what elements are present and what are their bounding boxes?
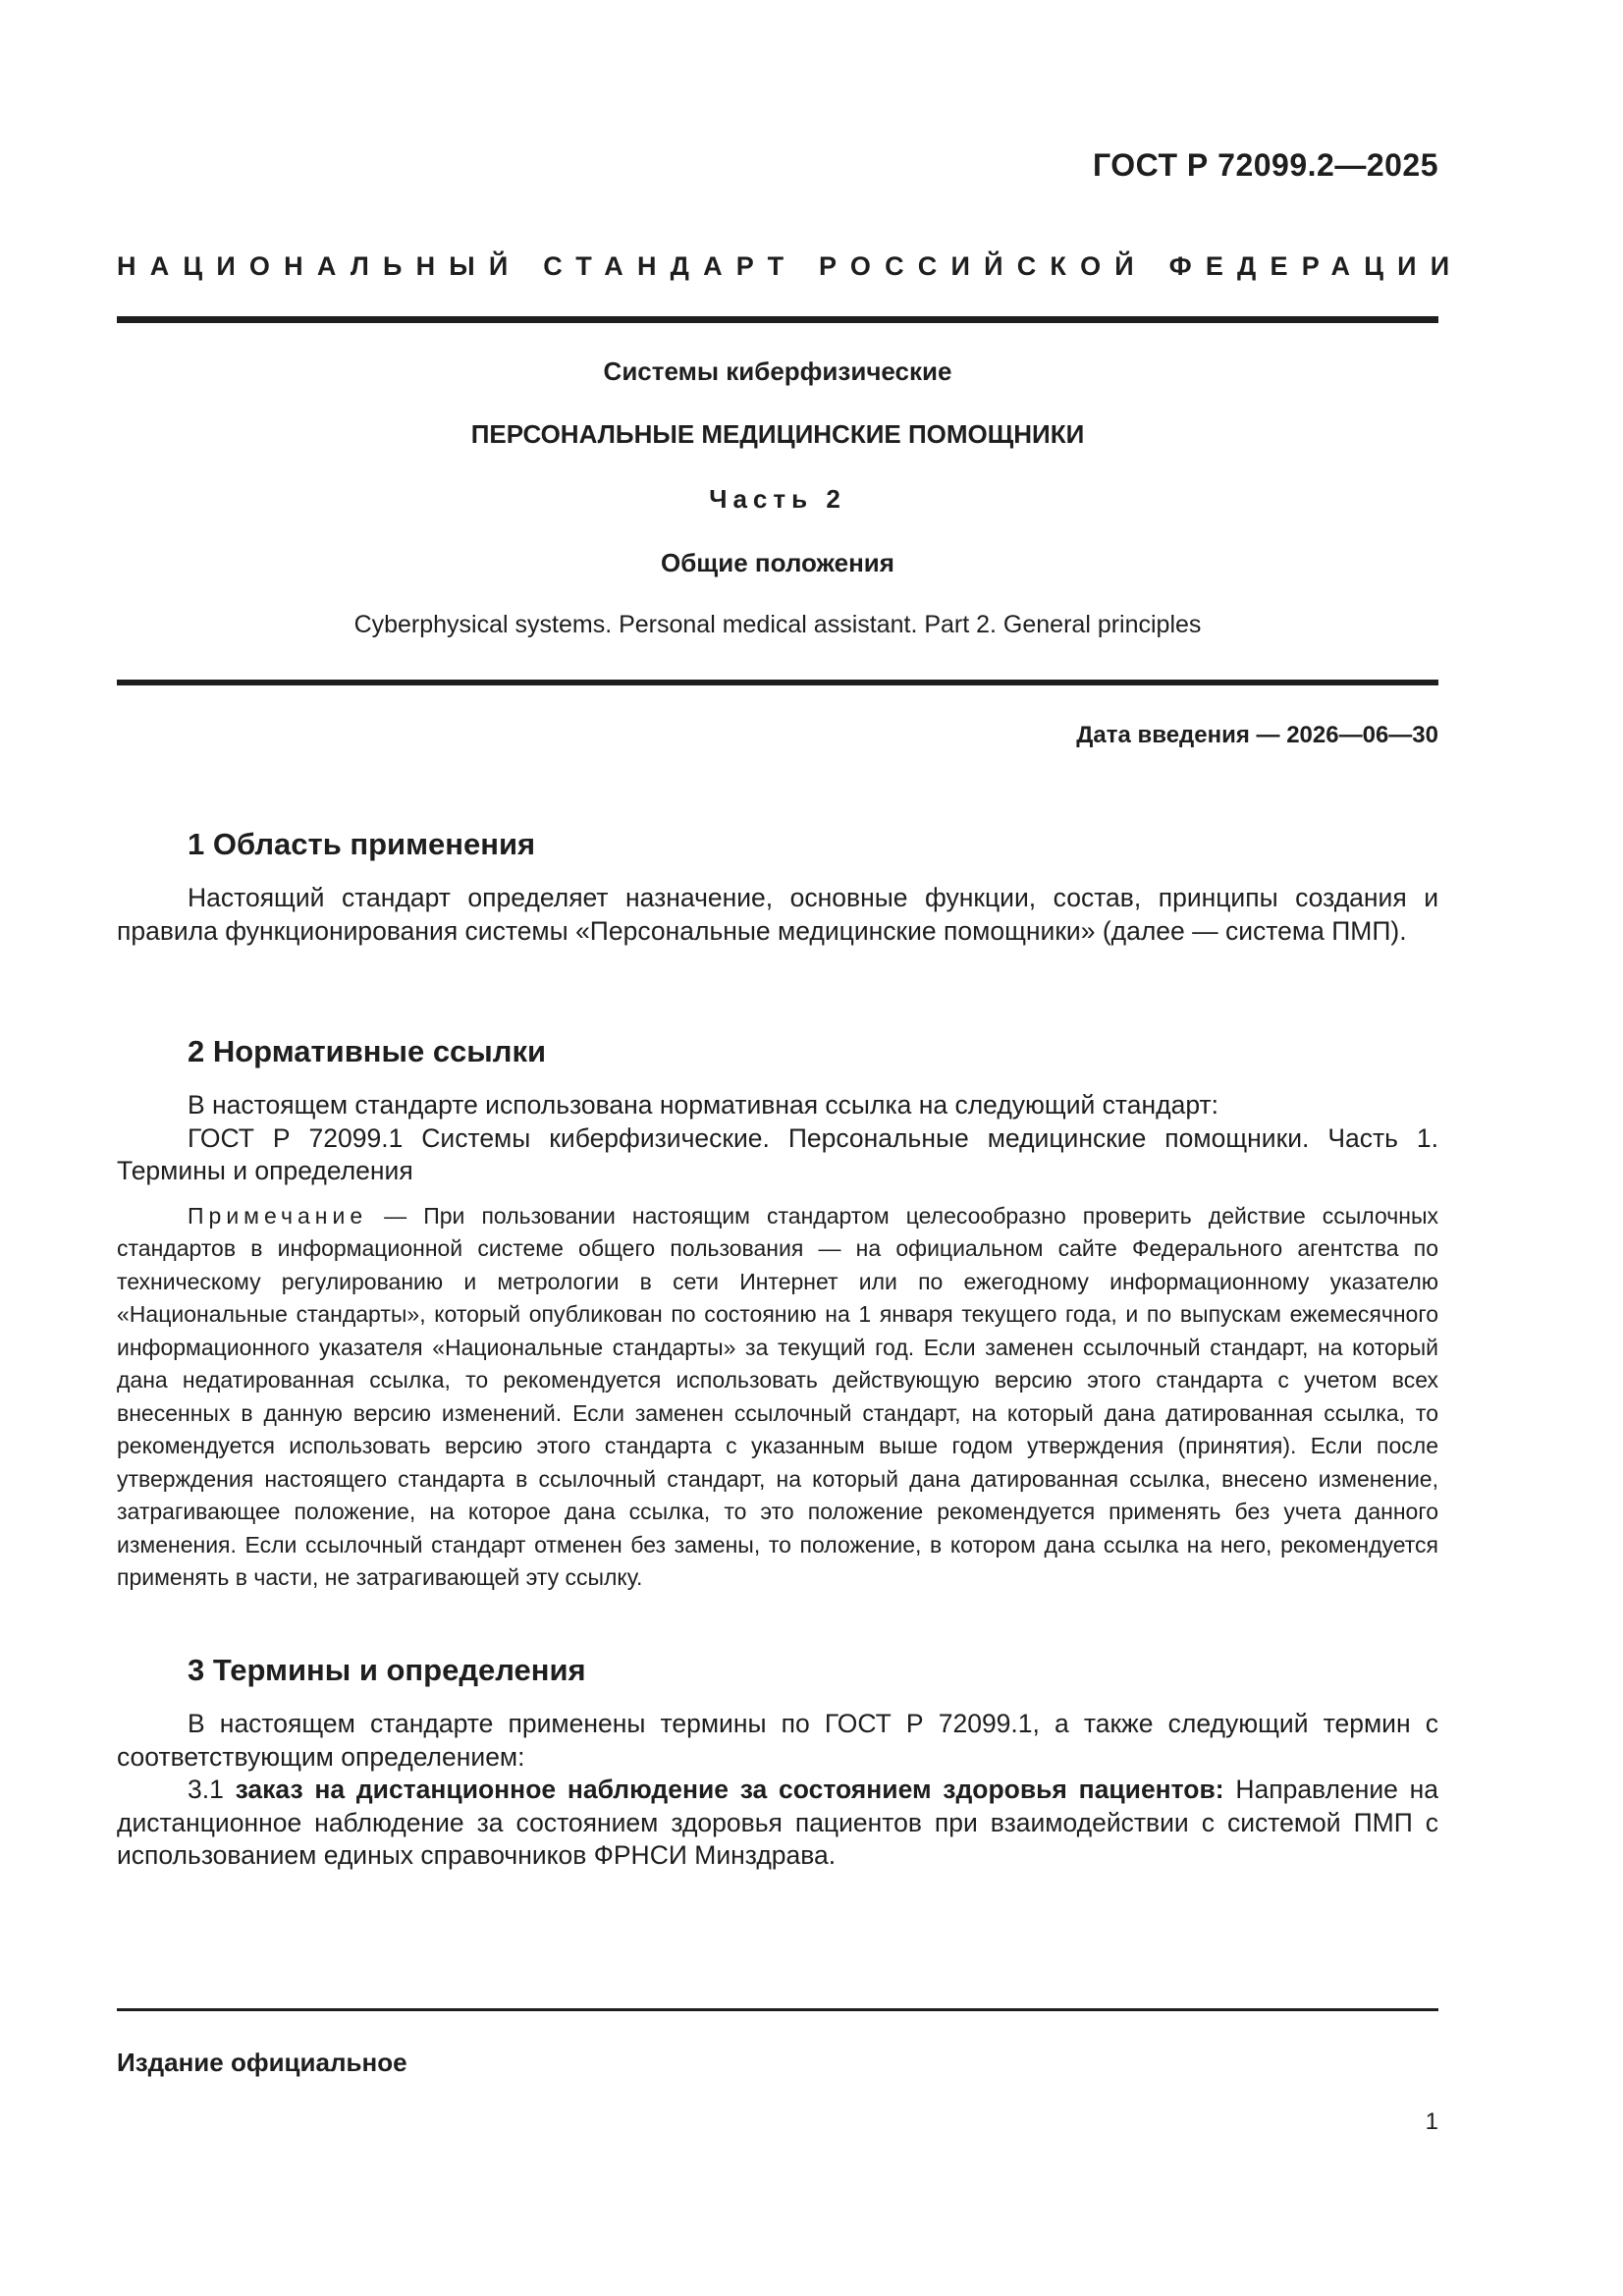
section-heading: 2 Нормативные ссылки (188, 1034, 547, 1068)
references-intro: В настоящем стандарте использована нормативная ссылка на следующий стандарт: (188, 1090, 1218, 1120)
top-divider (117, 316, 1438, 323)
intro-date: Дата введения — 2026—06—30 (1076, 722, 1438, 748)
section-terms (117, 1653, 1438, 1873)
title-line-2: ПЕРСОНАЛЬНЫЕ МЕДИЦИНСКИЕ ПОМОЩНИКИ (470, 419, 1085, 449)
national-standard-banner: НАЦИОНАЛЬНЫЙ СТАНДАРТ РОССИЙСКОЙ ФЕДЕРАЦИИ (117, 251, 1464, 281)
gost-number: ГОСТ Р 72099.2—2025 (1093, 147, 1438, 183)
terms-intro: В настоящем стандарте применены термины по ГОСТ Р 72099.1, а также следующий термин с соответствующим определением: (117, 1709, 1438, 1772)
title-line-1: Системы киберфизические (603, 356, 952, 386)
footer-divider (117, 2008, 1438, 2011)
section-heading: 1 Область применения (188, 827, 536, 861)
reference-item: ГОСТ Р 72099.1 Системы киберфизические. Персональные медицинские помощники. Часть 1. Термины и определения (117, 1122, 1438, 1185)
title-part: Часть 2 (709, 484, 846, 514)
section-heading: 3 Термины и определения (188, 1653, 586, 1687)
note-label: Примечание (188, 1202, 368, 1229)
section-text: Настоящий стандарт определяет назначение, основные функции, состав, принципы создания и правила функционирования системы «Персональные медицинские помощники» (далее — система ПМП). (117, 883, 1438, 946)
section-references (117, 1034, 1438, 1595)
section-scope (117, 827, 1438, 948)
term-definition: Направление на дистанционное наблюдение за состоянием здоровья пациентов при взаимодействии с системой ПМП с использованием единых справочников ФРНСИ Минздрава. (117, 1775, 1439, 1870)
edition-label: Издание официальное (117, 2048, 407, 2077)
page-number: 1 (1425, 2108, 1438, 2135)
note-text: — При пользовании настоящим стандартом целесообразно проверить действие ссылочных стандартов в информационной системе общего пользования — на официальном сайте Федерального агентства по техническому регулированию и метрологии в сети Интернет или по ежегодному информационному указателю «Национальные стандарты», который опубликован по состоянию на 1 января текущего года, и по выпускам ежемесячного информационного указателя «Национальные стандарты» за текущий год. Если заменен ссылочный стандарт, на который дана недатированная ссылка, то рекомендуется использовать действующую версию этого стандарта с учетом всех внесенных в данную версию изменений. Если заменен ссылочный стандарт, на который дана датированная ссылка, то рекомендуется использовать версию этого стандарта с указанным выше годом утверждения (принятия). Если после утверждения настоящего стандарта в ссылочный стандарт, на который дана датированная ссылка, внесено изменение, затрагивающее положение, на которое дана ссылка, то это положение рекомендуется применять без учета данного изменения. Если ссылочный стандарт отменен без замены, то положение, в котором дана ссылка на него, рекомендуется применять в части, не затрагивающей эту ссылку. (117, 1202, 1438, 1590)
title-english: Cyberphysical systems. Personal medical assistant. Part 2. General principles (353, 611, 1202, 638)
references-note (117, 1200, 1438, 1595)
term-name: заказ на дистанционное наблюдение за состоянием здоровья пациентов: (235, 1775, 1224, 1804)
term-number: 3.1 (188, 1775, 236, 1804)
term-entry (117, 1774, 1438, 1873)
title-subtitle: Общие положения (661, 548, 894, 577)
title-divider (117, 680, 1438, 685)
